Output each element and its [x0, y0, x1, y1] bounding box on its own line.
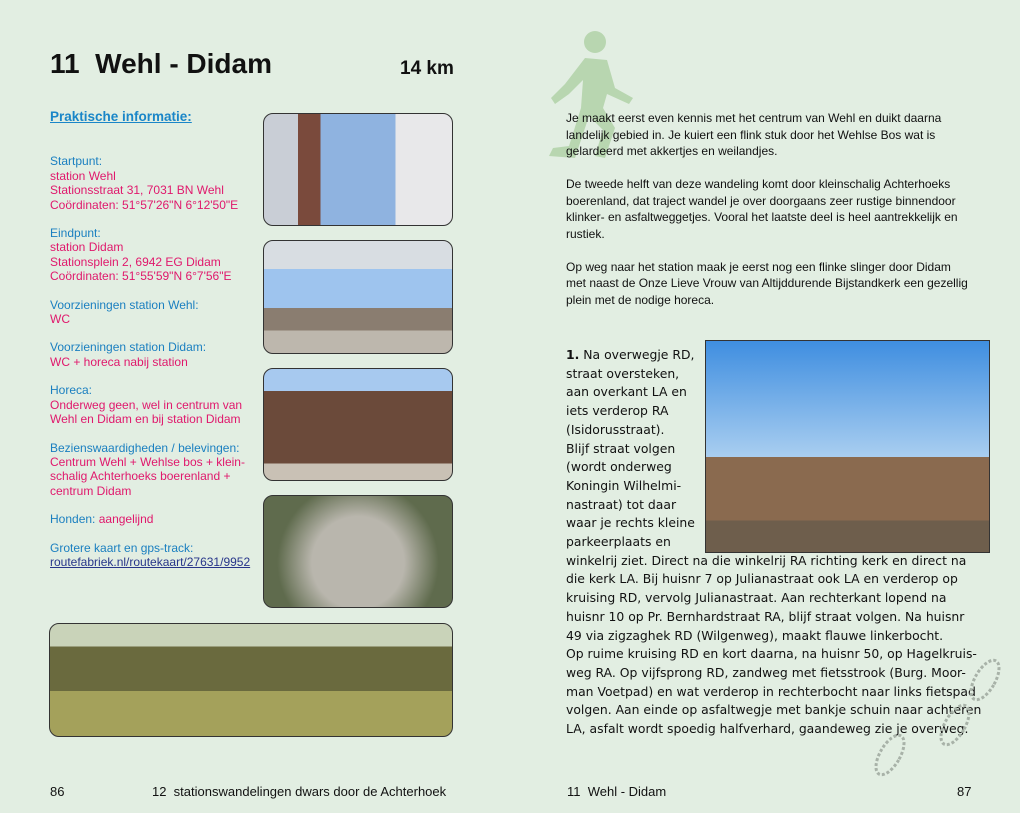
info-group	[50, 226, 260, 284]
step-number: 1.	[566, 347, 580, 362]
step-line	[566, 458, 981, 477]
info-value: WC + horeca nabij station	[50, 354, 188, 369]
text-line: klinker- en asfaltweggetjes. Vooral het laatste deel is heel aantrekkelijk en	[566, 210, 958, 224]
step-text: weg RA. Op vijfsprong RD, zandweg met fietsstrook (Burg. Moor-	[566, 664, 966, 680]
step-text: iets verderop RA	[566, 403, 669, 419]
step-line	[566, 346, 981, 365]
photo-corner-building	[263, 368, 453, 481]
text-line: plein met de nodige horeca.	[566, 292, 715, 307]
intro-paragraph	[566, 110, 986, 160]
photo-station-platform	[263, 240, 453, 354]
footer-chapter-title: 11 Wehl - Didam	[567, 784, 667, 799]
dogs-value: aangelijnd	[98, 512, 154, 527]
step-text: (wordt onderweg	[566, 459, 672, 475]
step-text: waar je rechts kleine	[566, 515, 695, 531]
text-line: gelardeerd met akkertjes en weilandjes.	[566, 144, 778, 158]
photo-station-wehl-trains	[263, 113, 453, 226]
info-value: station Wehl	[50, 168, 116, 183]
step-line	[566, 496, 981, 515]
info-value: schalig Achterhoeks boerenland +	[50, 469, 231, 484]
step-text: man Voetpad) en wat verderop in rechterbocht naar links fietspad	[566, 683, 976, 699]
step-line	[566, 477, 981, 496]
step-text: volgen. Aan einde op asfaltwegje met bankje schuin naar achteren	[566, 702, 982, 718]
text-line: De tweede helft van deze wandeling komt door kleinschalig Achterhoeks	[566, 177, 951, 191]
info-value: Centrum Wehl + Wehlse bos + klein-	[50, 454, 245, 469]
dogs-label: Honden:	[50, 512, 96, 527]
info-value: centrum Didam	[50, 483, 132, 498]
intro-paragraph	[566, 259, 986, 309]
info-label: Startpunt:	[50, 154, 103, 169]
footer-book-title: 12 stationswandelingen dwars door de Achterhoek	[152, 784, 447, 799]
step-text: Na overwegje RD,	[579, 347, 695, 362]
step-text: Koningin Wilhelmi-	[566, 477, 682, 493]
route-introduction	[566, 110, 986, 325]
info-value: WC	[50, 312, 70, 327]
step-text: aan overkant LA en	[566, 384, 687, 400]
step-text: huisnr 10 op Pr. Bernhardstraat RA, blijf straat volgen. Na huisnr	[566, 608, 965, 624]
step-text: LA, asfalt wordt spoedig halfverhard, gaandeweg zie je overweg.	[566, 721, 969, 737]
photo-market-square	[263, 495, 453, 608]
photo-forest-path-walker	[49, 623, 453, 737]
step-text: Op ruime kruising RD en kort daarna, na huisnr 50, op Hagelkruis-	[566, 646, 977, 662]
step-line	[566, 589, 981, 608]
info-label: Horeca:	[50, 383, 93, 398]
step-line	[566, 627, 981, 646]
step-text: nastraat) tot daar	[566, 496, 677, 512]
info-value: Onderweg geen, wel in centrum van	[50, 397, 243, 412]
text-line: Je maakt eerst even kennis met het centrum van Wehl en duikt daarna	[566, 111, 942, 125]
info-label: Bezienswaardigheden / belevingen:	[50, 440, 240, 455]
step-line	[566, 514, 981, 533]
chapter-title: 11 Wehl - Didam	[50, 48, 272, 79]
info-label: Voorzieningen station Didam:	[50, 340, 207, 355]
info-group	[50, 298, 260, 327]
text-line: Op weg naar het station maak je eerst nog een flinke slinger door Didam	[566, 259, 951, 274]
info-value: Stationsstraat 31, 7031 BN Wehl	[50, 183, 224, 198]
footprints-icon	[860, 650, 1010, 790]
text-line: rustiek.	[566, 226, 605, 241]
step-text: 49 via zigzaghek RD (Wilgenweg), maakt flauwe linkerbocht.	[566, 627, 944, 643]
step-line	[566, 533, 981, 552]
step-text: straat oversteken,	[566, 365, 680, 381]
page-number-left: 86	[50, 784, 65, 799]
step-text: parkeerplaats en	[566, 534, 671, 550]
step-line	[566, 570, 981, 589]
info-label: Voorzieningen station Wehl:	[50, 297, 199, 312]
step-text: kruising RD, vervolg Julianastraat. Aan rechterkant lopend na	[566, 590, 947, 606]
text-line: landelijk gebied in. Je kuiert een flink stuk door het Wehlse Bos wat is	[566, 127, 936, 142]
step-line	[566, 440, 981, 459]
page-number-right: 87	[957, 784, 972, 799]
route-distance: 14 km	[400, 58, 454, 79]
text-line: boerenland, dat traject wandel je over doorgaans zeer rustige binnendoor	[566, 193, 956, 208]
step-line	[566, 383, 981, 402]
info-heading: Praktische informatie:	[50, 109, 192, 124]
step-text: (Isidorusstraat).	[566, 421, 665, 437]
info-group	[50, 383, 260, 426]
practical-info	[50, 110, 260, 569]
intro-paragraph	[566, 176, 986, 242]
step-line	[566, 552, 981, 571]
info-value: station Didam	[50, 240, 124, 255]
step-line	[566, 608, 981, 627]
info-value: Stationsplein 2, 6942 EG Didam	[50, 254, 221, 269]
info-value: Wehl en Didam en bij station Didam	[50, 412, 241, 427]
info-group	[50, 154, 260, 212]
step-line	[566, 365, 981, 384]
map-link[interactable]: routefabriek.nl/routekaart/27631/9952	[50, 554, 251, 569]
step-text: winkelrij ziet. Direct na die winkelrij RA richting kerk en direct na	[566, 552, 967, 568]
text-line: met naast de Onze Lieve Vrouw van Altijddurende Bijstandkerk een gezellig	[566, 276, 968, 290]
step-text: die kerk LA. Bij huisnr 7 op Julianastraat ook LA en verderop op	[566, 571, 958, 587]
info-group	[50, 441, 260, 499]
info-value: Coördinaten: 51°55'59"N 6°7'56"E	[50, 269, 232, 284]
step-line	[566, 402, 981, 421]
map-label: Grotere kaart en gps-track:	[50, 540, 194, 555]
info-label: Eindpunt:	[50, 226, 101, 241]
step-line	[566, 421, 981, 440]
info-value: Coördinaten: 51°57'26"N 6°12'50"E	[50, 197, 239, 212]
step-text: Blijf straat volgen	[566, 440, 676, 456]
info-group	[50, 340, 260, 369]
